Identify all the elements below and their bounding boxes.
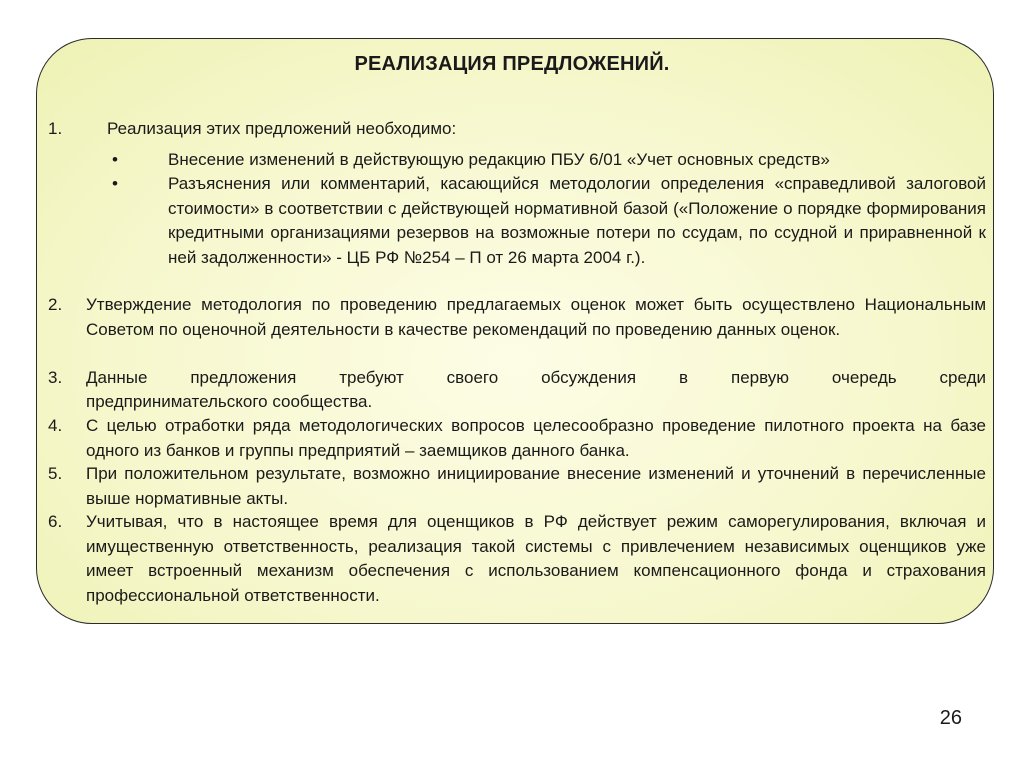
bullet-1-marker: • (112, 150, 118, 169)
item-1-number: 1. (48, 119, 63, 138)
item-3-text-line1: Данные предложения требуют своего обсуждения в первую очередь среди (86, 368, 986, 387)
item-3-number: 3. (48, 368, 63, 387)
bullet-2-marker: • (112, 174, 118, 193)
item-2-text: Утверждение методология по проведению предлагаемых оценок может быть осуществлено Национальным Советом по оценочной деятельности в качестве рекомендаций по проведению данных оценок. (86, 295, 986, 339)
page-number: 26 (939, 707, 962, 729)
item-6-text: Учитывая, что в настоящее время для оценщиков в РФ действует режим саморегулирования, включая и имущественную ответственность, реализация такой системы с привлечением независимых оценщиков уже имеет встроенный механизм обеспечения с использованием компенсационного фонда и страхования профессиональной ответственности. (86, 512, 986, 605)
bullet-1-text: Внесение изменений в действующую редакцию ПБУ 6/01 «Учет основных средств» (168, 150, 830, 169)
item-5-text: При положительном результате, возможно инициирование внесение изменений и уточнений в перечисленные выше нормативные акты. (86, 464, 986, 508)
item-4-text: С целью отработки ряда методологических вопросов целесообразно проведение пилотного проекта на базе одного из банков и группы предприятий – заемщиков данного банка. (86, 416, 986, 460)
item-1-text: Реализация этих предложений необходимо: (107, 119, 457, 138)
bullet-2-text: Разъяснения или комментарий, касающийся методологии определения «справедливой залоговой стоимости» в соответствии с действующей нормативной базой («Положение о порядке формирования кредитными организациями резервов на возможные потери по ссудам, по ссудной и приравненной к ней задолженности» - ЦБ РФ №254 – П от 26 марта 2004 г.). (168, 174, 986, 267)
slide-title: РЕАЛИЗАЦИЯ ПРЕДЛОЖЕНИЙ. (354, 53, 670, 75)
item-5-number: 5. (48, 464, 63, 483)
item-6-number: 6. (48, 512, 63, 531)
item-2-number: 2. (48, 295, 63, 314)
item-3-text-line2: предпринимательского сообщества. (86, 392, 373, 411)
item-4-number: 4. (48, 416, 63, 435)
